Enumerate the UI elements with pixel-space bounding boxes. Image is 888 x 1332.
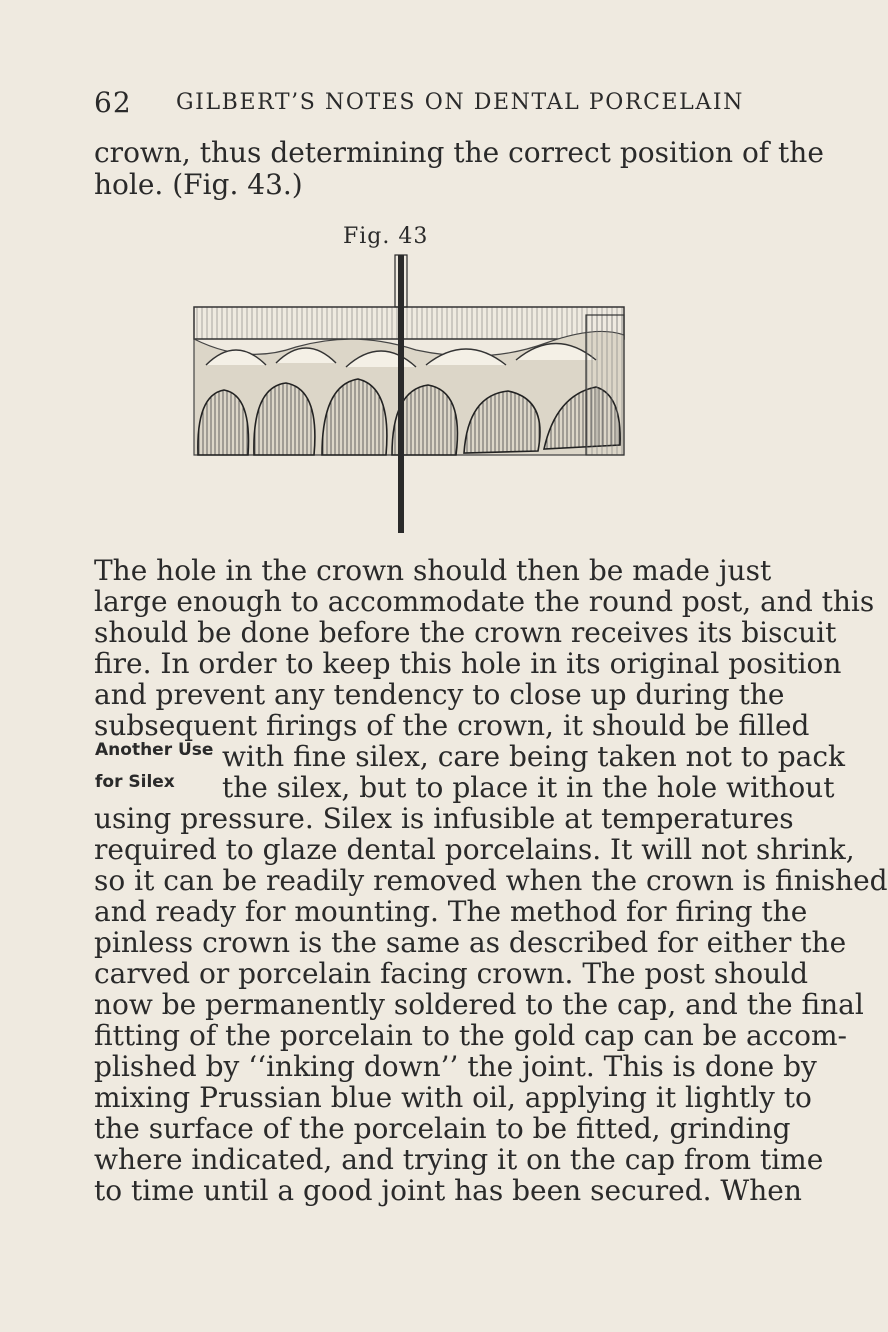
body-line-21: to time until a good joint has been secured. When: [94, 1174, 802, 1207]
body-line-10: required to glaze dental porcelains. It will not shrink,: [94, 833, 855, 866]
body-line-12: and ready for mounting. The method for firing the: [94, 895, 808, 928]
body-line-14: carved or porcelain facing crown. The post should: [94, 957, 808, 990]
dental-crown-illustration: [186, 255, 630, 533]
body-line-2: large enough to accommodate the round post, and this: [94, 585, 875, 618]
intro-line-1: crown, thus determining the correct position of the: [94, 136, 824, 169]
side-note-line-2: for Silex: [95, 772, 175, 792]
body-line-19: the surface of the porcelain to be fitted, grinding: [94, 1112, 791, 1145]
body-line-11: so it can be readily removed when the crown is finished: [94, 864, 888, 897]
body-line-3: should be done before the crown receives its biscuit: [94, 616, 837, 649]
body-line-4: fire. In order to keep this hole in its original position: [94, 647, 842, 680]
body-line-15: now be permanently soldered to the cap, and the final: [94, 988, 864, 1021]
page-number: 62: [94, 86, 132, 119]
intro-line-2: hole. (Fig. 43.): [94, 168, 303, 201]
body-line-8: the silex, but to place it in the hole without: [222, 771, 835, 804]
body-line-5: and prevent any tendency to close up during the: [94, 678, 785, 711]
body-line-9: using pressure. Silex is infusible at temperatures: [94, 802, 794, 835]
running-header: [94, 86, 754, 120]
body-line-18: mixing Prussian blue with oil, applying it lightly to: [94, 1081, 812, 1114]
figure-caption: Fig. 43: [343, 224, 429, 249]
body-line-16: fitting of the porcelain to the gold cap can be accom-: [94, 1019, 847, 1052]
running-title: GILBERT’S NOTES ON DENTAL PORCELAIN: [176, 90, 745, 115]
side-note-line-1: Another Use: [95, 740, 214, 760]
body-line-20: where indicated, and trying it on the cap from time: [94, 1143, 824, 1176]
body-line-17: plished by ‘‘inking down’’ the joint. This is done by: [94, 1050, 817, 1083]
body-line-1: The hole in the crown should then be made just: [94, 554, 772, 587]
body-line-7: with fine silex, care being taken not to pack: [222, 740, 845, 773]
body-line-6: subsequent firings of the crown, it should be filled: [94, 709, 810, 742]
body-line-13: pinless crown is the same as described for either the: [94, 926, 847, 959]
